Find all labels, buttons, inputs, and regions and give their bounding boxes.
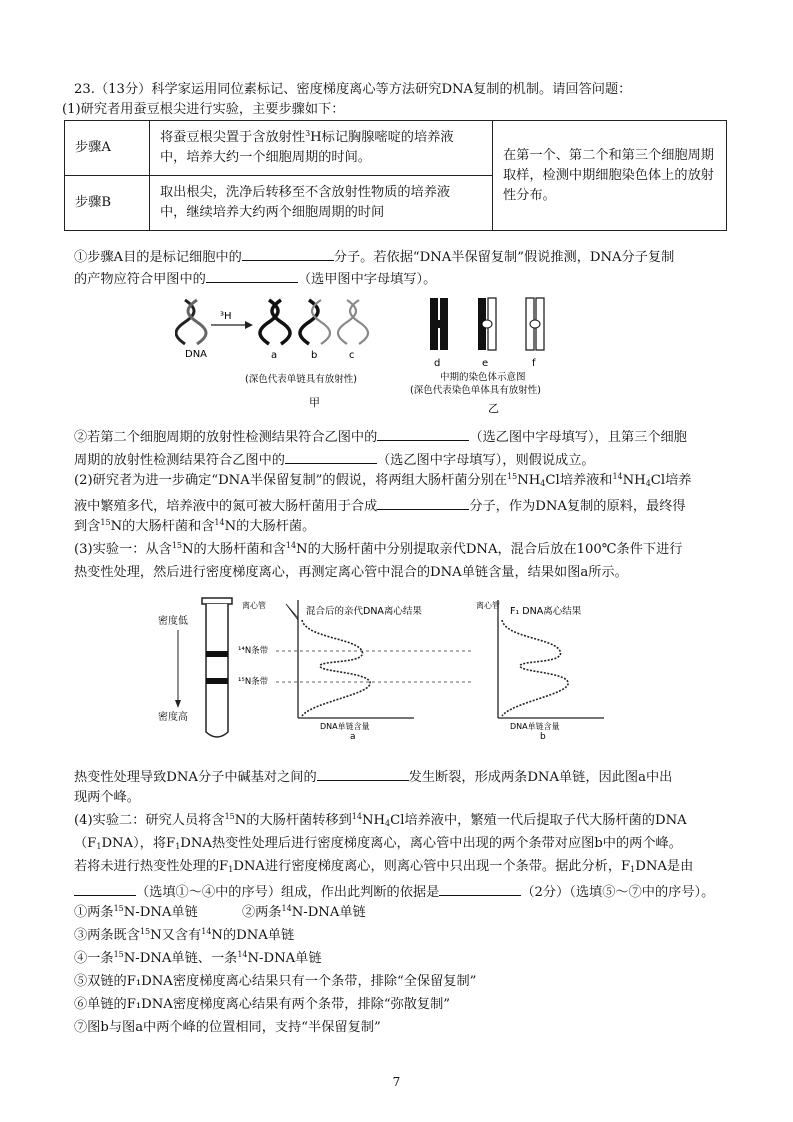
graph-a — [236, 598, 476, 740]
band-14n — [206, 651, 228, 657]
question-header: 23.（13分）科学家运用同位素标记、密度梯度离心等方法研究DNA复制的机制。请回答问题： — [74, 82, 632, 97]
option-3: ③两条既含$^{15}$N又含有$^{14}$N的DNA单链 — [74, 927, 295, 943]
answer-blank[interactable] — [317, 766, 409, 781]
answer-blank[interactable] — [439, 881, 521, 896]
step-a-label: 步骤A — [65, 121, 150, 176]
yi-caption: 乙 — [488, 402, 499, 415]
band15-label: ¹⁵N条带 — [238, 677, 269, 687]
p4-line2: $(F_1DNA)$，将$F_1DNA$热变性处理后进行密度梯度离心，离心管中出现的两个条带对应图b中的两个峰。 — [74, 836, 682, 851]
yi-title: 中期的染色体示意图 — [440, 372, 526, 383]
page-number: 7 — [392, 1075, 401, 1089]
dna-helix-c — [338, 300, 368, 344]
label-d: d — [434, 358, 441, 369]
figure-jia — [175, 292, 405, 417]
option-5: ⑤双链的F₁DNA密度梯度离心结果只有一个条带，排除“全保留复制” — [74, 974, 477, 989]
p3-line1: (3)实验一：从含$^{15}$N的大肠杆菌和含$^{14}$N的大肠杆菌中分别提取亲代DNA，混合后放在100℃条件下进行 — [74, 541, 683, 557]
answer-blank[interactable] — [377, 495, 469, 510]
graph-a-yaxis: 离心管 — [242, 601, 266, 610]
p3b-line2: 现两个峰。 — [74, 790, 140, 805]
answer-blank[interactable] — [74, 881, 136, 896]
yi-note: (深色代表染色单体具有放射性) — [410, 385, 541, 396]
answer-blank[interactable] — [242, 246, 334, 261]
steps-table — [64, 120, 727, 231]
q2-line1: ②若第二个细胞周期的放射性检测结果符合乙图中的 （选乙图中字母填写），且第三个细胞 — [74, 426, 687, 447]
arrow-icon — [211, 321, 253, 329]
q1-line1: ①步骤A目的是标记细胞中的 分子。若依据“DNA半保留复制”假说推测，DNA分子复制 — [74, 246, 674, 267]
label-e: e — [482, 358, 489, 369]
graph-b-caption: b — [540, 732, 546, 740]
p3b-line1: 热变性处理导致DNA分子中碱基对之间的 发生断裂，形成两条DNA单链，因此图a中出 — [74, 766, 672, 787]
p3-line2: 热变性处理，然后进行密度梯度离心，再测定离心管中混合的DNA单链含量，结果如图a所示。 — [74, 565, 628, 580]
density-low-label: 密度低 — [158, 616, 188, 627]
label-f: f — [532, 358, 536, 369]
graph-a-caption: a — [350, 732, 356, 740]
chromosome-f — [526, 298, 544, 350]
dna-helix-a — [260, 300, 290, 344]
band-15n — [206, 678, 228, 684]
p2-line3: 到含$^{15}$N的大肠杆菌和含$^{14}$N的大肠杆菌。 — [74, 518, 316, 534]
graph-b-yaxis: 离心管 — [476, 601, 500, 610]
label-a: a — [271, 350, 278, 361]
answer-blank[interactable] — [206, 268, 298, 283]
dna-label: DNA — [185, 349, 208, 360]
graph-b-curve — [502, 620, 568, 716]
chromosome-e — [478, 298, 496, 350]
graph-a-title: 混合后的亲代DNA离心结果 — [306, 606, 422, 617]
p4-line3: 若将未进行热变性处理的$F_1DNA$进行密度梯度离心，则离心管中只出现一个条带。据此分析，$F_1DNA$是由 — [74, 859, 694, 874]
q1-line2: 的产物应符合甲图中的 （选甲图中字母填写）。 — [74, 268, 436, 289]
option-2: ②两条$^{14}$N-DNA单链 — [241, 904, 366, 920]
arrow-down-icon — [175, 700, 181, 708]
dna-helix-b — [300, 300, 330, 344]
dna-parent-helix — [176, 300, 206, 344]
arrow-label: ³H — [220, 311, 232, 322]
p4-line4: （选填①～④中的序号）组成，作出此判断的依据是 （2分）（选填⑤～⑦中的序号）。 — [74, 881, 714, 902]
part1-intro: (1)研究者用蚕豆根尖进行实验，主要步骤如下： — [62, 102, 345, 117]
sampling-note: 在第一个、第二个和第三个细胞周期 取样，检测中期细胞染色体上的放射 性分布。 — [493, 121, 727, 231]
option-7: ⑦图b与图a中两个峰的位置相同，支持“半保留复制” — [74, 1020, 381, 1035]
chromosome-d — [430, 298, 448, 350]
graph-b-title: F₁ DNA离心结果 — [510, 606, 582, 617]
graph-b-xaxis: DNA单链含量 — [510, 722, 560, 731]
option-4: ④一条$^{15}$N-DNA单链、一条$^{14}$N-DNA单链 — [74, 950, 322, 966]
answer-blank[interactable] — [285, 449, 377, 464]
figure-yi — [408, 294, 578, 419]
step-a-content: 将蚕豆根尖置于含放射性$^3$H标记胸腺嘧啶的培养液 中，培养大约一个细胞周期的时间。 — [150, 121, 493, 176]
answer-blank[interactable] — [377, 426, 469, 441]
band14-label: ¹⁴N条带 — [238, 646, 269, 656]
p2-line2: 液中繁殖多代，培养液中的氮可被大肠杆菌用于合成 分子，作为DNA复制的原料，最终得 — [74, 495, 686, 516]
jia-caption: 甲 — [309, 396, 320, 409]
option-1: ①两条$^{15}$N-DNA单链 — [74, 904, 198, 920]
option-1-2 — [74, 904, 366, 922]
p4-line1: (4)实验二：研究人员将含$^{15}$N的大肠杆菌转移到$^{14}NH_4Cl$培养液中，繁殖一代后提取子代大肠杆菌的DNA — [74, 812, 687, 828]
label-c: c — [349, 350, 355, 361]
step-b-content: 取出根尖，洗净后转移至不含放射性物质的培养液 中，继续培养大约两个细胞周期的时间 — [150, 176, 493, 231]
label-b: b — [311, 350, 318, 361]
jia-note: (深色代表单链具有放射性) — [245, 374, 357, 385]
option-6: ⑥单链的F₁DNA密度梯度离心结果有两个条带，排除“弥散复制” — [74, 997, 451, 1012]
graph-a-curve — [302, 620, 370, 716]
centrifuge-tube — [202, 598, 232, 737]
step-b-label: 步骤B — [65, 176, 150, 231]
q2-line2: 周期的放射性检测结果符合乙图中的 （选乙图中字母填写），则假说成立。 — [74, 449, 595, 470]
graph-a-xaxis: DNA单链含量 — [320, 722, 370, 731]
graph-b — [474, 598, 614, 740]
p2-line1: (2)研究者为进一步确定“DNA半保留复制”的假说，将两组大肠杆菌分别在$^{15}NH_4Cl$培养液和$^{14}NH_4Cl$培养 — [74, 472, 692, 488]
density-high-label: 密度高 — [158, 712, 188, 723]
